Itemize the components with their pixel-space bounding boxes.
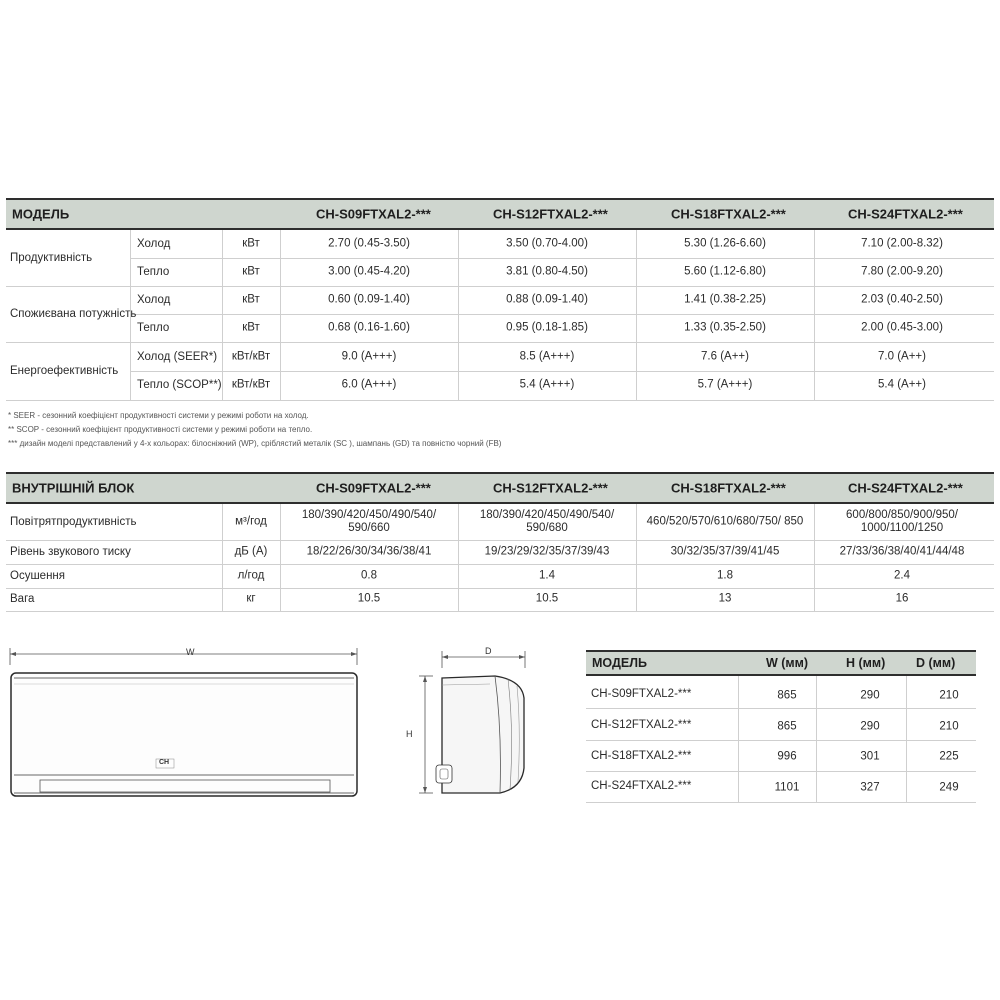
indoor-header-model-4: CH-S24FTXAL2-***: [848, 480, 963, 496]
spec-divider: [280, 230, 281, 400]
indoor-value: [302, 509, 436, 535]
spec-header: [6, 198, 994, 230]
indoor-value-line: 180/390/420/450/490/540/: [301, 509, 437, 521]
footnote: * SEER - сезонний коефіцієнт продуктивності системи у режимі роботи на холод.: [8, 411, 309, 420]
indoor-header-model-1: CH-S09FTXAL2-***: [316, 480, 431, 496]
spec-value: 2.03 (0.40-2.50): [861, 293, 943, 306]
dimensions-value: 301: [860, 750, 880, 763]
dimensions-header-w: W (мм): [766, 656, 809, 670]
spec-unit: кВт: [242, 321, 260, 334]
dimensions-divider: [816, 676, 817, 802]
indoor-value-line: 460/520/570/610/680/750/ 850: [646, 515, 804, 528]
spec-mode: Холод: [137, 294, 171, 306]
spec-row-divider: [6, 400, 994, 401]
dimensions-row-divider: [586, 708, 976, 709]
height-label: H: [406, 729, 413, 739]
indoor-value: 1.4: [539, 569, 555, 582]
footnote: *** дизайн моделі представлений у 4-х кольорах: білосніжний (WP), сріблястий металік (SC ), шампань (GD) та повністю чорний (FB): [8, 439, 502, 448]
spec-value: 7.0 (A++): [878, 350, 926, 363]
dimensions-value: 1101: [774, 781, 800, 794]
dimensions-header-label: МОДЕЛЬ: [592, 656, 647, 670]
spec-value: 3.00 (0.45-4.20): [328, 265, 410, 278]
indoor-row-name: Повітрятпродуктивність: [10, 516, 137, 528]
indoor-row-divider: [6, 564, 994, 565]
spec-value: 8.5 (A+++): [519, 350, 575, 363]
spec-row-divider: [130, 258, 994, 259]
dimensions-value: 210: [939, 689, 959, 702]
spec-value: 7.6 (A++): [701, 350, 749, 363]
indoor-row-divider: [6, 540, 994, 541]
dimensions-value: 865: [777, 720, 797, 733]
dimensions-value: 327: [860, 781, 880, 794]
spec-row-divider: [130, 371, 994, 372]
dimensions-row-divider: [586, 771, 976, 772]
spec-divider: [458, 230, 459, 400]
spec-mode: Холод: [137, 238, 171, 250]
dimensions-value: 865: [777, 689, 797, 702]
indoor-value: 1.8: [717, 569, 733, 582]
indoor-header: [6, 472, 994, 504]
dimensions-value: 290: [860, 689, 880, 702]
spec-divider: [222, 230, 223, 400]
spec-header-model-2: CH-S12FTXAL2-***: [493, 206, 608, 222]
indoor-value: [846, 509, 958, 535]
dimensions-header-d: D (мм): [916, 656, 956, 670]
spec-value: 2.70 (0.45-3.50): [328, 237, 410, 250]
indoor-value-line: 590/680: [526, 522, 568, 534]
spec-value: 0.68 (0.16-1.60): [328, 321, 410, 334]
spec-group-name: Продуктивність: [10, 252, 93, 264]
indoor-row-name: Осушення: [10, 570, 65, 582]
spec-row-divider: [6, 286, 994, 287]
indoor-value: 10.5: [357, 592, 381, 605]
spec-unit: кВт: [242, 237, 260, 250]
indoor-header-label: ВНУТРІШНІЙ БЛОК: [12, 480, 135, 496]
spec-row-divider: [130, 314, 994, 315]
spec-value: 0.95 (0.18-1.85): [506, 321, 588, 334]
indoor-value: [480, 509, 614, 535]
spec-divider: [814, 230, 815, 400]
indoor-divider: [814, 504, 815, 611]
spec-value: 3.50 (0.70-4.00): [506, 237, 588, 250]
spec-mode: Тепло: [137, 322, 170, 334]
indoor-value: 2.4: [894, 569, 910, 582]
spec-value: 3.81 (0.80-4.50): [506, 265, 588, 278]
indoor-value: 16: [895, 592, 909, 605]
spec-unit: кВт/кВт: [231, 350, 271, 363]
spec-value: 5.7 (A+++): [697, 378, 753, 391]
spec-group-name: Спожиєвана потужність: [10, 308, 137, 320]
indoor-value: 19/23/29/32/35/37/39/43: [484, 545, 610, 558]
dimensions-row-divider: [586, 740, 976, 741]
dimensions-value: 996: [777, 750, 797, 763]
spec-unit: кВт: [242, 293, 260, 306]
spec-mode: Тепло (SCOP**): [137, 379, 222, 391]
indoor-value-line: 1000/1100/1250: [860, 522, 944, 534]
spec-value: 9.0 (A+++): [341, 350, 397, 363]
indoor-unit: дБ (А): [234, 545, 268, 558]
spec-header-model-3: CH-S18FTXAL2-***: [671, 206, 786, 222]
spec-value: 6.0 (A+++): [341, 378, 397, 391]
indoor-row-divider: [6, 611, 994, 612]
spec-divider: [636, 230, 637, 400]
dimensions-header-h: H (мм): [846, 656, 886, 670]
indoor-value: 0.8: [361, 569, 377, 582]
indoor-row-name: Рівень звукового тиску: [10, 546, 131, 558]
spec-value: 2.00 (0.45-3.00): [861, 321, 943, 334]
indoor-row-divider: [6, 588, 994, 589]
dimensions-value: 249: [939, 781, 959, 794]
spec-value: 5.30 (1.26-6.60): [684, 237, 766, 250]
spec-mode: Холод (SEER*): [137, 351, 218, 363]
dimensions-model: CH-S09FTXAL2-***: [591, 688, 692, 700]
dimensions-divider: [906, 676, 907, 802]
dimensions-model: CH-S12FTXAL2-***: [591, 719, 692, 731]
width-label: W: [186, 647, 195, 657]
indoor-value: 30/32/35/37/39/41/45: [670, 545, 780, 558]
indoor-value: 10.5: [535, 592, 559, 605]
spec-row-divider: [6, 342, 994, 343]
spec-header-model-4: CH-S24FTXAL2-***: [848, 206, 963, 222]
side-view-drawing: [400, 640, 540, 815]
spec-value: 7.10 (2.00-8.32): [861, 237, 943, 250]
indoor-unit: м³/год: [235, 515, 267, 528]
spec-value: 0.88 (0.09-1.40): [506, 293, 588, 306]
dimensions-value: 210: [939, 720, 959, 733]
spec-unit: кВт/кВт: [231, 378, 271, 391]
spec-value: 0.60 (0.09-1.40): [328, 293, 410, 306]
depth-label: D: [485, 646, 492, 656]
spec-header-model-1: CH-S09FTXAL2-***: [316, 206, 431, 222]
indoor-value: 18/22/26/30/34/36/38/41: [306, 545, 432, 558]
dimensions-header: [586, 650, 976, 676]
indoor-value-line: 600/800/850/900/950/: [846, 509, 958, 521]
spec-mode: Тепло: [137, 266, 170, 278]
dimensions-value: 225: [939, 750, 959, 763]
dimensions-divider: [738, 676, 739, 802]
indoor-divider: [458, 504, 459, 611]
indoor-value-line: 590/660: [348, 522, 390, 534]
indoor-unit: л/год: [237, 569, 265, 582]
indoor-header-model-3: CH-S18FTXAL2-***: [671, 480, 786, 496]
dimensions-model: CH-S18FTXAL2-***: [591, 750, 692, 762]
dimensions-value: 290: [860, 720, 880, 733]
indoor-header-model-2: CH-S12FTXAL2-***: [493, 480, 608, 496]
spec-group-name: Енергоефективність: [10, 365, 119, 377]
indoor-value: 13: [718, 592, 732, 605]
spec-value: 7.80 (2.00-9.20): [861, 265, 943, 278]
spec-value: 5.4 (A+++): [519, 378, 575, 391]
front-view-drawing: [0, 635, 375, 810]
dimensions-row-divider: [586, 802, 976, 803]
indoor-value-line: 180/390/420/450/490/540/: [479, 509, 615, 521]
spec-header-label: МОДЕЛЬ: [12, 206, 70, 222]
indoor-unit: кг: [246, 592, 256, 605]
indoor-value: [647, 516, 804, 529]
footnote: ** SCOP - сезонний коефіцієнт продуктивності системи у режимі роботи на тепло.: [8, 425, 313, 434]
spec-value: 5.60 (1.12-6.80): [684, 265, 766, 278]
indoor-divider: [280, 504, 281, 611]
spec-value: 1.33 (0.35-2.50): [684, 321, 766, 334]
indoor-divider: [222, 504, 223, 611]
logo-text: CH: [159, 759, 170, 766]
indoor-divider: [636, 504, 637, 611]
spec-value: 5.4 (A++): [878, 378, 926, 391]
indoor-value: 27/33/36/38/40/41/44/48: [839, 545, 965, 558]
spec-unit: кВт: [242, 265, 260, 278]
dimensions-model: CH-S24FTXAL2-***: [591, 780, 692, 792]
indoor-row-name: Вага: [10, 593, 35, 605]
spec-value: 1.41 (0.38-2.25): [684, 293, 766, 306]
